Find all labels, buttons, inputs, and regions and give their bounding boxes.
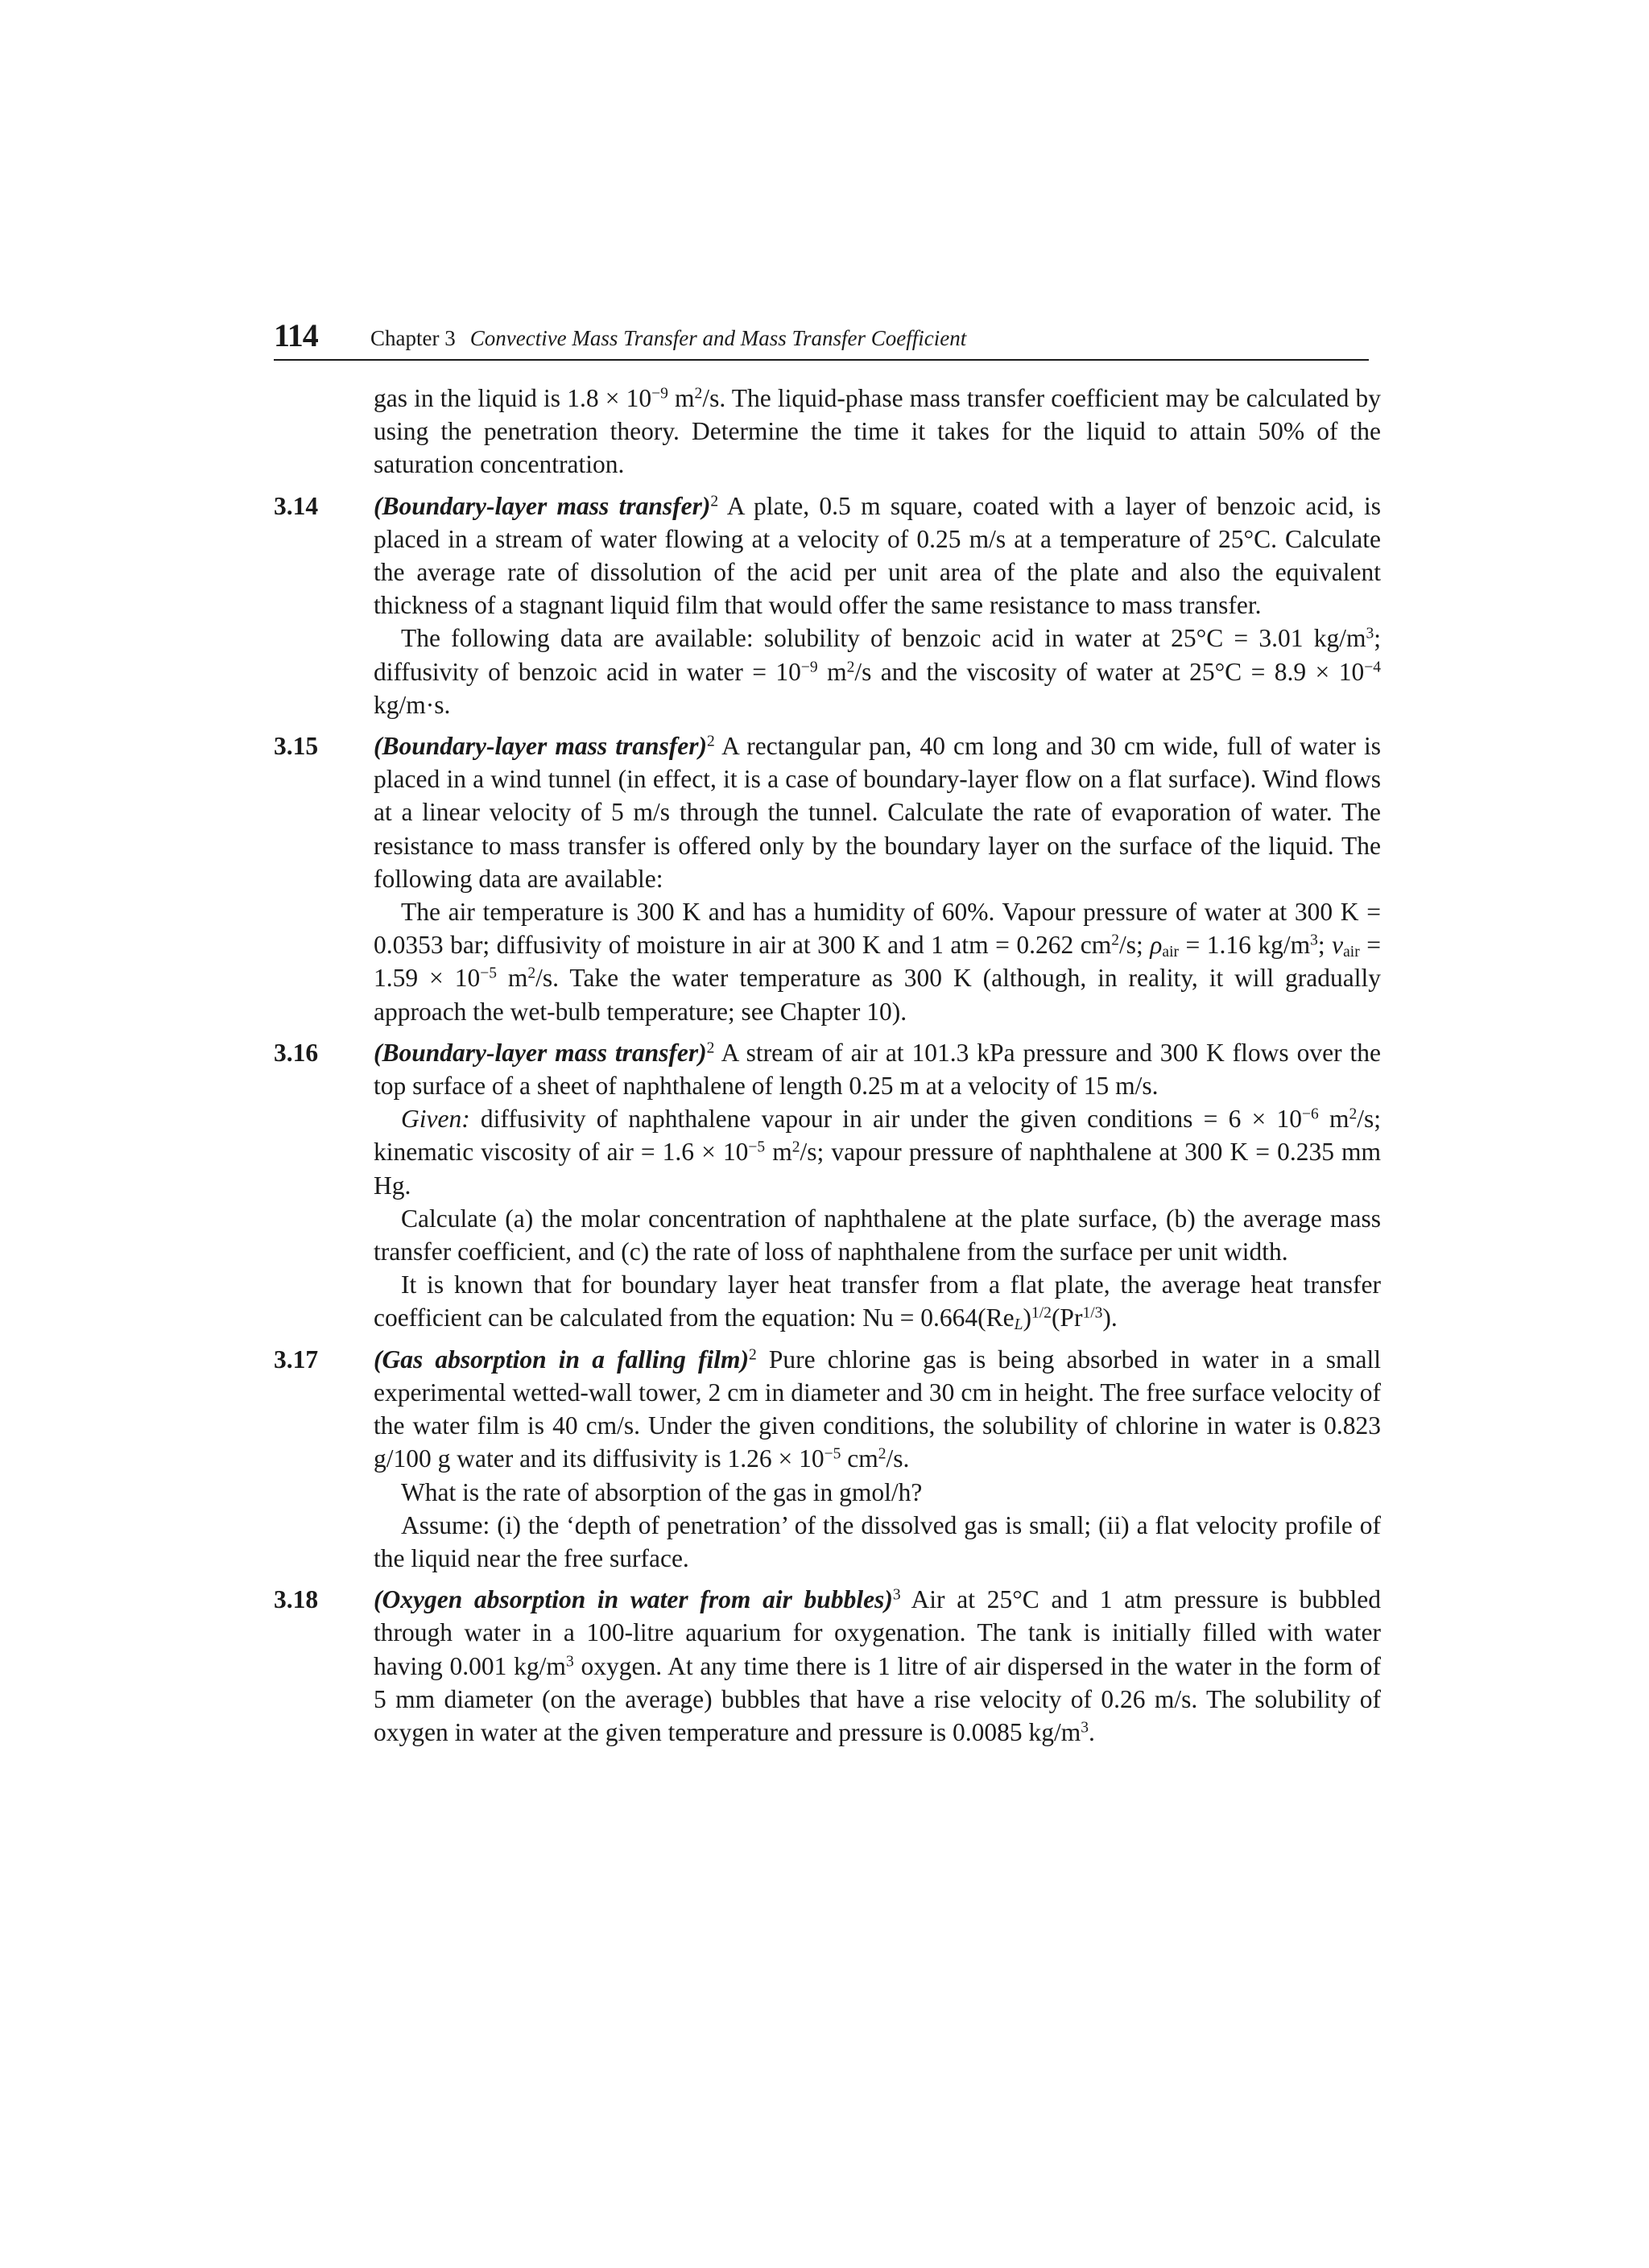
problem-data: The air temperature is 300 K and has a humidity of 60%. Vapour pressure of water at 300 K = 0.0353 bar; diffusivity of moisture in air at 300 K and 1 atm = 0.262 $cm^2/s$; $\rho_{air} = 1.16$ $kg/m^3$; $\nu_{air} = 1.59 \times 10^{-5}$ $m^2/s$. Take the water temperature as 300 K (although, in reality, it will gradually approach the wet-bulb temperature; see Chapter 10).: [374, 898, 1381, 1026]
problem-3-17: [274, 1343, 1381, 1575]
problem-3-13-continuation: gas in the liquid is $1.8 \times 10^{-9}$ $m^2/s$. The liquid-phase mass transfer coefficient may be calculated by using the penetration theory. Determine the time it takes for the liquid to attain 50% of the saturation concentration.: [374, 384, 1381, 479]
problem-hint: It is known that for boundary layer heat transfer from a flat plate, the average heat transfer coefficient can be calculated from the equation: $Nu = 0.664(Re_L)^{1/2}(Pr^{1/3})$.: [374, 1270, 1381, 1334]
problem-3-18: [274, 1583, 1381, 1749]
running-head: [370, 326, 966, 351]
problem-statement: (Gas absorption in a falling film)$^2$ Pure chlorine gas is being absorbed in water in a small experimental wetted-wall tower, 2 cm in diameter and 30 cm in height. The free surface velocity of the water film is 40 cm/s. Under the given conditions, the solubility of chlorine in water is 0.823 g/100 g water and its diffusivity is $1.26 \times 10^{-5}$ $cm^2/s$.: [374, 1345, 1381, 1473]
problem-heading: (Boundary-layer mass transfer): [374, 732, 707, 761]
problem-number: 3.14: [274, 491, 319, 520]
problem-given: Given: diffusivity of naphthalene vapour in air under the given conditions = $6 \times 10^{-6}$ $m^2/s$; kinematic viscosity of air = $1.6 \times 10^{-5}$ $m^2/s$; vapour pressure of naphthalene at 300 K = 0.235 mm Hg.: [374, 1105, 1381, 1200]
chapter-title: Convective Mass Transfer and Mass Transfer Coefficient: [469, 326, 967, 350]
problem-assumptions: Assume: (i) the ‘depth of penetration’ of the dissolved gas is small; (ii) a flat velocity profile of the liquid near the free surface.: [374, 1510, 1381, 1572]
page-header: [274, 314, 1369, 361]
problem-heading: (Oxygen absorption in water from air bubbles): [374, 1585, 893, 1614]
problem-tasks: Calculate (a) the molar concentration of naphthalene at the plate surface, (b) the average mass transfer coefficient, and (c) the rate of loss of naphthalene from the surface per unit width.: [374, 1204, 1381, 1266]
problem-number: 3.15: [274, 732, 319, 761]
page-body: [274, 382, 1381, 1749]
problem-heading: (Boundary-layer mass transfer): [374, 1038, 707, 1067]
page-number: 114: [274, 317, 318, 353]
problem-3-15: [274, 729, 1381, 1028]
problem-number: 3.18: [274, 1585, 319, 1614]
problem-data: The following data are available: solubility of benzoic acid in water at 25°C = 3.01 $kg/m^3$; diffusivity of benzoic acid in water = $10^{-9}$ $m^2/s$ and the viscosity of water at $25^\circ C = 8.9 \times 10^{-4}$ kg/m·s.: [374, 624, 1381, 719]
problem-statement: (Boundary-layer mass transfer)$^2$ A stream of air at 101.3 kPa pressure and 300 K flows over the top surface of a sheet of naphthalene of length 0.25 m at a velocity of 15 m/s.: [374, 1038, 1382, 1101]
problem-3-16: [274, 1036, 1381, 1335]
chapter-label: Chapter 3: [370, 326, 456, 350]
problem-statement: (Oxygen absorption in water from air bubbles)$^3$ Air at 25°C and 1 atm pressure is bubbled through water in a 100-litre aquarium for oxygenation. The tank is initially filled with water having 0.001 $kg/m^3$ oxygen. At any time there is 1 litre of air dispersed in the water in the form of 5 mm diameter (on the average) bubbles that have a rise velocity of 0.26 m/s. The solubility of oxygen in water at the given temperature and pressure is 0.0085 $kg/m^3$.: [374, 1585, 1381, 1746]
problem-heading: (Gas absorption in a falling film): [374, 1345, 749, 1374]
problem-number: 3.17: [274, 1345, 319, 1374]
problem-3-14: [274, 490, 1381, 721]
problem-statement: (Boundary-layer mass transfer)$^2$ A plate, 0.5 m square, coated with a layer of benzoic acid, is placed in a stream of water flowing at a velocity of 0.25 m/s at a temperature of 25°C. Calculate the average rate of dissolution of the acid per unit area of the plate and also the equivalent thickness of a stagnant liquid film that would offer the same resistance to mass transfer.: [374, 491, 1382, 620]
problem-statement: (Boundary-layer mass transfer)$^2$ A rectangular pan, 40 cm long and 30 cm wide, full of water is placed in a wind tunnel (in effect, it is a case of boundary-layer flow on a flat surface). Wind flows at a linear velocity of 5 m/s through the tunnel. Calculate the rate of evaporation of water. The resistance to mass transfer is offered only by the boundary layer on the surface of the liquid. The following data are available:: [374, 732, 1381, 893]
problem-question: What is the rate of absorption of the gas in gmol/h?: [401, 1477, 923, 1506]
problem-heading: (Boundary-layer mass transfer): [374, 491, 711, 520]
problem-number: 3.16: [274, 1038, 319, 1067]
